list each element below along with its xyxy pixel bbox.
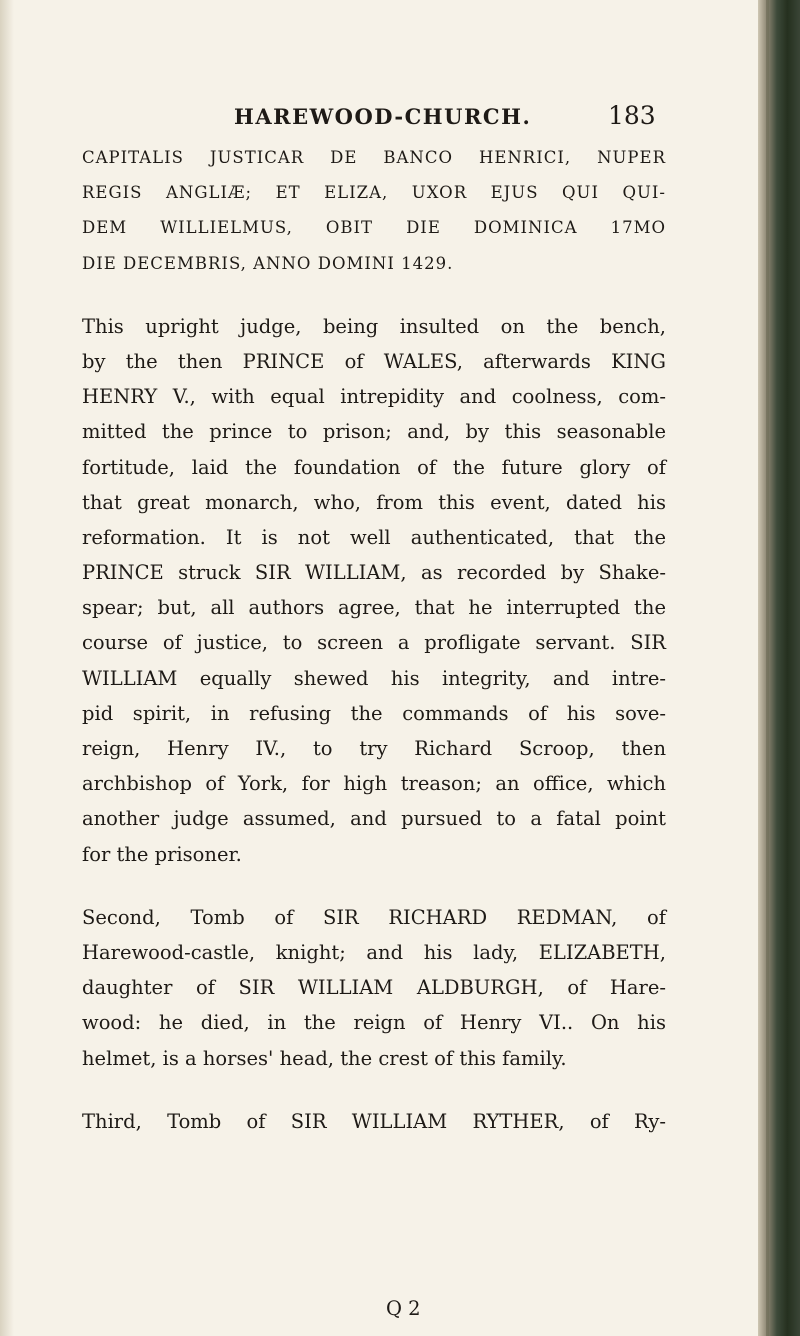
text-line: archbishop of York, for high treason; an office, which (82, 772, 666, 796)
text-line: course of justice, to screen a profligate servant. SIR (82, 631, 666, 655)
text-line: HENRY V., with equal intrepidity and coolness, com- (82, 385, 666, 409)
epitaph-line: DEM WILLIELMUS, OBIT DIE DOMINICA 17MO (82, 218, 666, 238)
text-line: This upright judge, being insulted on the bench, (82, 314, 666, 338)
text-line: spear; but, all authors agree, that he interrupted the (82, 596, 666, 620)
epitaph-line: REGIS ANGLIÆ; ET ELIZA, UXOR EJUS QUI QUI- (82, 183, 666, 203)
running-title: HAREWOOD-CHURCH. (234, 104, 532, 129)
text-line: another judge assumed, and pursued to a fatal point (82, 807, 666, 831)
text-line: by the then PRINCE of WALES, afterwards KING (82, 349, 666, 373)
paragraph-ryther-tomb (82, 1104, 666, 1139)
text-line: helmet, is a horses' head, the crest of this family. (82, 1046, 567, 1070)
book-binding-edge (758, 0, 800, 1336)
page-header (0, 101, 760, 144)
page-number: 183 (608, 101, 656, 130)
text-line: WILLIAM equally shewed his integrity, and intre- (82, 666, 666, 690)
text-line: PRINCE struck SIR WILLIAM, as recorded by Shake- (82, 561, 666, 585)
text-line: that great monarch, who, from this event, dated his (82, 490, 666, 514)
signature-mark: Q 2 (386, 1297, 421, 1320)
epitaph-line: DIE DECEMBRIS, ANNO DOMINI 1429. (82, 253, 454, 273)
page-edge-left (0, 0, 14, 1336)
epitaph-line: CAPITALIS JUSTICAR DE BANCO HENRICI, NUPER (82, 148, 666, 167)
text-line: mitted the prince to prison; and, by this seasonable (82, 420, 666, 444)
text-line: reformation. It is not well authenticated, that the (82, 525, 666, 549)
paragraph-judge-gascoigne (82, 309, 666, 872)
text-line: Harewood-castle, knight; and his lady, ELIZABETH, (82, 940, 666, 964)
text-line: reign, Henry IV., to try Richard Scroop, then (82, 737, 666, 760)
text-line: Second, Tomb of SIR RICHARD REDMAN, of (82, 905, 666, 929)
text-line: fortitude, laid the foundation of the future glory of (82, 455, 666, 479)
paragraph-redman-tomb (82, 900, 666, 1076)
text-line: pid spirit, in refusing the commands of his sove- (82, 701, 666, 725)
text-line: wood: he died, in the reign of Henry VI.. On his (82, 1011, 666, 1035)
epitaph-inscription (82, 140, 666, 281)
body-text (82, 140, 666, 1139)
text-line: for the prisoner. (82, 842, 242, 866)
text-line: daughter of SIR WILLIAM ALDBURGH, of Hare- (82, 976, 666, 1000)
text-line: Third, Tomb of SIR WILLIAM RYTHER, of Ry- (82, 1109, 666, 1133)
